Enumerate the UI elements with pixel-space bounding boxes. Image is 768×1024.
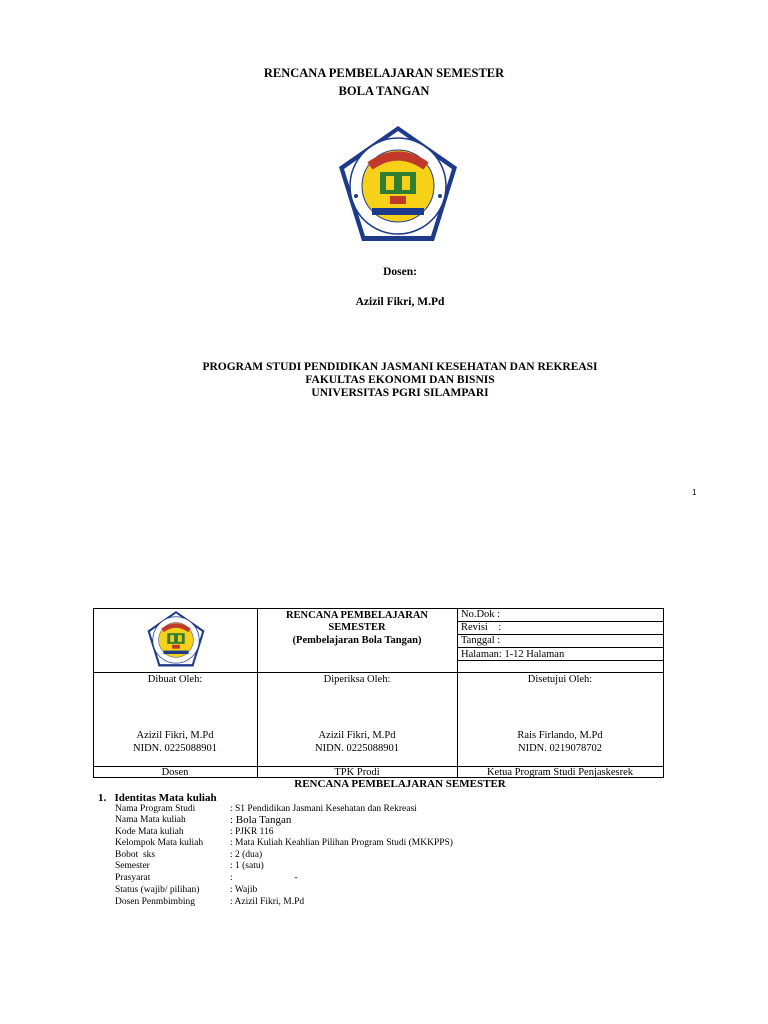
header-title-line2: SEMESTER <box>328 622 386 633</box>
rps-header-table <box>93 608 663 778</box>
stkip-pgri-logo <box>336 124 460 244</box>
identity-value: : PJKR 116 <box>230 827 274 837</box>
stkip-pgri-logo-small <box>137 610 215 668</box>
identity-key: Bobot sks <box>115 850 156 860</box>
identity-key: Status (wajib/ pilihan) <box>115 885 200 895</box>
identity-value: : Bola Tangan <box>230 814 292 826</box>
identity-value: : Wajib <box>230 885 258 895</box>
sig-label-dibuat: Dibuat Oleh: <box>147 674 203 685</box>
doc-field-tanggal: Tanggal : <box>461 635 501 646</box>
header-title-line1: RENCANA PEMBELAJARAN <box>285 610 429 621</box>
sig-role-dibuat: Dosen <box>161 767 189 778</box>
cover-title-line2: BOLA TANGAN <box>338 84 430 98</box>
sig-name-disetujui: Rais Firlando, M.Pd <box>517 730 603 741</box>
identity-key: Dosen Penmbimbing <box>115 897 195 907</box>
sig-name-dibuat: Azizil Fikri, M.Pd <box>136 730 214 741</box>
identity-key: Nama Mata kuliah <box>115 815 186 825</box>
header-subtitle: (Pembelajaran Bola Tangan) <box>292 635 422 646</box>
cover-title-line1: RENCANA PEMBELAJARAN SEMESTER <box>263 66 505 80</box>
identity-row <box>115 850 615 861</box>
identity-heading: 1. Identitas Mata kuliah <box>98 792 217 804</box>
dosen-name: Azizil Fikri, M.Pd <box>355 296 445 308</box>
identity-value: : 1 (satu) <box>230 861 264 871</box>
identity-row <box>115 897 615 908</box>
identity-value: : - <box>230 873 298 883</box>
program-name: PROGRAM STUDI PENDIDIKAN JASMANI KESEHATAN DAN REKREASI <box>202 361 598 373</box>
doc-field-halaman: Halaman: 1-12 Halaman <box>461 649 565 660</box>
identity-row <box>115 873 615 884</box>
identity-key: Kelompok Mata kuliah <box>115 838 204 848</box>
identity-value: : S1 Pendidikan Jasmani Kesehatan dan Rekreasi <box>230 804 417 814</box>
sig-name-diperiksa: Azizil Fikri, M.Pd <box>318 730 396 741</box>
sig-nidn-diperiksa: NIDN. 0225088901 <box>315 743 399 754</box>
faculty-name: FAKULTAS EKONOMI DAN BISNIS <box>305 374 495 386</box>
identity-row <box>115 815 615 826</box>
sig-role-disetujui: Ketua Program Studi Penjaskesrek <box>486 767 634 778</box>
identity-key: Prasyarat <box>115 873 151 883</box>
doc-field-no: No.Dok : <box>461 609 501 620</box>
identity-row <box>115 827 615 838</box>
identity-value: : Azizil Fikri, M.Pd <box>230 897 305 907</box>
identity-value: : 2 (dua) <box>230 850 263 860</box>
identity-key: Kode Mata kuliah <box>115 827 184 837</box>
section-title: RENCANA PEMBELAJARAN SEMESTER <box>294 778 506 790</box>
identity-key: Semester <box>115 861 150 871</box>
page-number: 1 <box>692 488 697 497</box>
sig-label-disetujui: Disetujui Oleh: <box>527 674 593 685</box>
sig-role-diperiksa: TPK Prodi <box>334 767 380 778</box>
identity-value: : Mata Kuliah Keahlian Pilihan Program Studi (MKKPPS) <box>230 838 453 848</box>
sig-nidn-dibuat: NIDN. 0225088901 <box>133 743 217 754</box>
university-name: UNIVERSITAS PGRI SILAMPARI <box>311 387 489 399</box>
doc-field-revisi: Revisi : <box>461 622 502 633</box>
identity-row <box>115 838 615 849</box>
sig-label-diperiksa: Diperiksa Oleh: <box>323 674 391 685</box>
sig-nidn-disetujui: NIDN. 0219078702 <box>518 743 602 754</box>
identity-row <box>115 885 615 896</box>
identity-row <box>115 861 615 872</box>
identity-key: Nama Program Studi <box>115 804 196 814</box>
identity-row <box>115 804 615 815</box>
dosen-label: Dosen: <box>383 266 417 278</box>
